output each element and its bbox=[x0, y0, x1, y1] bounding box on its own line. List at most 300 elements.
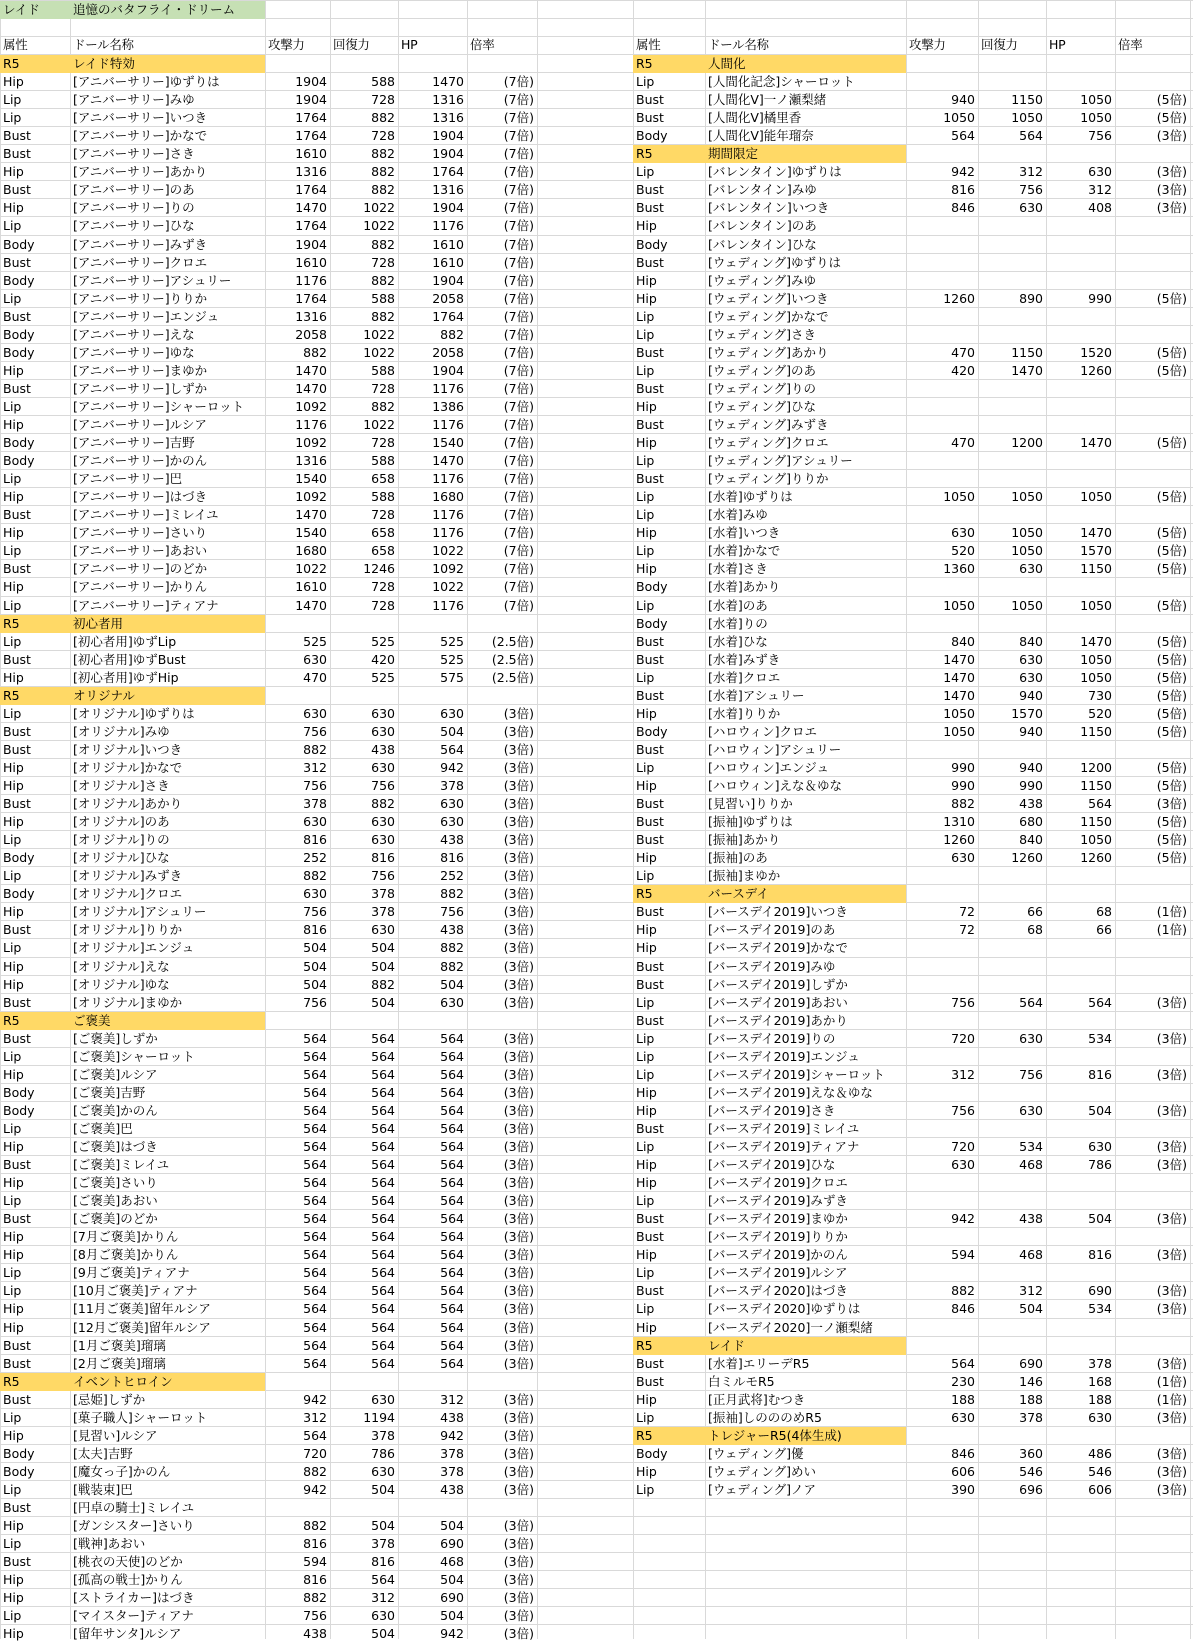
recovery-cell[interactable]: 564 bbox=[371, 1211, 395, 1226]
hp-cell[interactable]: 312 bbox=[1088, 182, 1112, 197]
hp-cell[interactable]: 564 bbox=[440, 1103, 464, 1118]
recovery-cell[interactable]: 756 bbox=[371, 778, 395, 793]
attack-cell[interactable]: 1610 bbox=[295, 146, 327, 161]
hp-cell[interactable]: 66 bbox=[1096, 922, 1112, 937]
attack-cell[interactable] bbox=[906, 380, 978, 398]
hp-cell[interactable]: 990 bbox=[1088, 291, 1112, 306]
doll-name-cell[interactable]: [8月ご褒美]かりん bbox=[73, 1247, 179, 1262]
doll-name-cell[interactable]: [アニバーサリー]吉野 bbox=[73, 435, 195, 450]
attack-cell[interactable]: 564 bbox=[303, 1283, 327, 1298]
attack-cell[interactable]: 1092 bbox=[295, 399, 327, 414]
attack-cell[interactable]: 2058 bbox=[295, 327, 327, 342]
hp-cell[interactable]: 816 bbox=[1088, 1067, 1112, 1082]
hp-cell[interactable]: 2058 bbox=[432, 291, 464, 306]
multiplier-cell[interactable]: (5倍) bbox=[1156, 652, 1187, 667]
attack-cell[interactable]: 470 bbox=[951, 345, 975, 360]
attack-cell[interactable]: 564 bbox=[303, 1085, 327, 1100]
hp-cell[interactable]: 1260 bbox=[1080, 850, 1112, 865]
multiplier-cell[interactable]: (7倍) bbox=[503, 381, 534, 396]
doll-name-cell[interactable]: [忌姫]しずか bbox=[73, 1392, 146, 1407]
hp-cell[interactable]: 564 bbox=[440, 1211, 464, 1226]
attack-cell[interactable]: 990 bbox=[951, 760, 975, 775]
attack-cell[interactable]: 564 bbox=[303, 1175, 327, 1190]
attribute-cell[interactable]: Bust bbox=[636, 688, 664, 703]
hp-cell[interactable]: 564 bbox=[440, 1356, 464, 1371]
hp-cell[interactable]: 564 bbox=[440, 742, 464, 757]
recovery-cell[interactable]: 816 bbox=[371, 850, 395, 865]
doll-name-cell[interactable]: [オリジナル]みずき bbox=[73, 868, 183, 883]
doll-name-cell[interactable]: [初心者用]ゆずHip bbox=[73, 670, 179, 685]
attack-cell[interactable] bbox=[906, 308, 978, 326]
attack-cell[interactable]: 1470 bbox=[295, 363, 327, 378]
attack-cell[interactable]: 1092 bbox=[295, 435, 327, 450]
attack-cell[interactable] bbox=[906, 741, 978, 759]
attribute-cell[interactable]: Body bbox=[3, 1085, 35, 1100]
multiplier-cell[interactable]: (3倍) bbox=[1156, 1301, 1187, 1316]
attack-cell[interactable]: 1540 bbox=[295, 471, 327, 486]
recovery-cell[interactable]: 658 bbox=[371, 525, 395, 540]
doll-name-cell[interactable]: [振袖]ゆずりは bbox=[708, 814, 793, 829]
multiplier-cell[interactable]: (7倍) bbox=[503, 327, 534, 342]
doll-name-cell[interactable]: [アニバーサリー]はづき bbox=[73, 489, 208, 504]
doll-name-cell[interactable]: [ウェディング]りの bbox=[708, 381, 817, 396]
attack-cell[interactable] bbox=[906, 470, 978, 488]
multiplier-cell[interactable]: (3倍) bbox=[503, 1320, 534, 1335]
hp-cell[interactable]: 1050 bbox=[1080, 110, 1112, 125]
multiplier-cell[interactable] bbox=[1115, 1228, 1190, 1246]
attribute-cell[interactable]: Bust bbox=[636, 110, 664, 125]
multiplier-cell[interactable]: (3倍) bbox=[503, 1392, 534, 1407]
hp-cell[interactable]: 1050 bbox=[1080, 832, 1112, 847]
doll-name-cell[interactable]: [アニバーサリー]ひな bbox=[73, 218, 195, 233]
hp-cell[interactable]: 504 bbox=[1088, 1103, 1112, 1118]
attribute-cell[interactable]: Hip bbox=[3, 1428, 24, 1443]
attribute-cell[interactable]: Bust bbox=[3, 1554, 31, 1569]
multiplier-cell[interactable] bbox=[1115, 867, 1190, 885]
doll-name-cell[interactable]: [オリジナル]いつき bbox=[73, 742, 183, 757]
recovery-cell[interactable]: 1022 bbox=[363, 218, 395, 233]
attack-cell[interactable]: 1360 bbox=[943, 561, 975, 576]
column-header-right-3[interactable]: 回復力 bbox=[981, 37, 1018, 52]
attribute-cell[interactable]: Lip bbox=[636, 1301, 655, 1316]
recovery-cell[interactable]: 564 bbox=[371, 1301, 395, 1316]
recovery-cell[interactable]: 564 bbox=[371, 1247, 395, 1262]
section-rarity[interactable]: R5 bbox=[0, 1012, 70, 1030]
doll-name-cell[interactable]: [オリジナル]りの bbox=[73, 832, 170, 847]
multiplier-cell[interactable]: (7倍) bbox=[503, 309, 534, 324]
attribute-cell[interactable]: Bust bbox=[3, 1356, 31, 1371]
doll-name-cell[interactable]: [バースデイ2019]まゆか bbox=[708, 1211, 848, 1226]
multiplier-cell[interactable]: (5倍) bbox=[1156, 345, 1187, 360]
multiplier-cell[interactable]: (5倍) bbox=[1156, 543, 1187, 558]
doll-name-cell[interactable]: [水着]のあ bbox=[708, 598, 768, 613]
doll-name-cell[interactable]: [バースデイ2019]さき bbox=[708, 1103, 836, 1118]
attribute-cell[interactable]: Lip bbox=[636, 1410, 655, 1425]
hp-cell[interactable] bbox=[1046, 1048, 1115, 1066]
multiplier-cell[interactable]: (7倍) bbox=[503, 200, 534, 215]
attack-cell[interactable]: 1050 bbox=[943, 110, 975, 125]
attack-cell[interactable]: 470 bbox=[951, 435, 975, 450]
hp-cell[interactable]: 504 bbox=[440, 1572, 464, 1587]
attack-cell[interactable]: 630 bbox=[951, 1410, 975, 1425]
hp-cell[interactable]: 1610 bbox=[432, 237, 464, 252]
attack-cell[interactable] bbox=[906, 506, 978, 524]
recovery-cell[interactable]: 1050 bbox=[1011, 110, 1043, 125]
hp-cell[interactable]: 882 bbox=[440, 886, 464, 901]
multiplier-cell[interactable]: (3倍) bbox=[503, 1590, 534, 1605]
recovery-cell[interactable]: 882 bbox=[371, 977, 395, 992]
recovery-cell[interactable]: 630 bbox=[371, 814, 395, 829]
attribute-cell[interactable]: Bust bbox=[636, 381, 664, 396]
multiplier-cell[interactable] bbox=[1115, 939, 1190, 957]
hp-cell[interactable]: 564 bbox=[440, 1067, 464, 1082]
hp-cell[interactable] bbox=[1046, 1264, 1115, 1282]
hp-cell[interactable]: 630 bbox=[440, 995, 464, 1010]
doll-name-cell[interactable]: [ご褒美]シャーロット bbox=[73, 1049, 195, 1064]
recovery-cell[interactable]: 1470 bbox=[1011, 363, 1043, 378]
recovery-cell[interactable] bbox=[978, 380, 1046, 398]
attribute-cell[interactable]: Hip bbox=[3, 74, 24, 89]
hp-cell[interactable]: 438 bbox=[440, 1410, 464, 1425]
attack-cell[interactable] bbox=[906, 1120, 978, 1138]
hp-cell[interactable]: 1470 bbox=[1080, 525, 1112, 540]
hp-cell[interactable]: 942 bbox=[440, 760, 464, 775]
doll-name-cell[interactable]: [アニバーサリー]ルシア bbox=[73, 417, 207, 432]
recovery-cell[interactable]: 1022 bbox=[363, 417, 395, 432]
hp-cell[interactable]: 525 bbox=[440, 634, 464, 649]
hp-cell[interactable]: 630 bbox=[1088, 1139, 1112, 1154]
attribute-cell[interactable]: Lip bbox=[3, 1283, 22, 1298]
hp-cell[interactable]: 1470 bbox=[432, 453, 464, 468]
doll-name-cell[interactable]: [ウェディング]ゆずりは bbox=[708, 255, 842, 270]
doll-name-cell[interactable]: [ご褒美]しずか bbox=[73, 1031, 158, 1046]
recovery-cell[interactable]: 756 bbox=[1019, 1067, 1043, 1082]
attack-cell[interactable]: 564 bbox=[303, 1121, 327, 1136]
multiplier-cell[interactable]: (3倍) bbox=[1156, 1482, 1187, 1497]
attack-cell[interactable]: 630 bbox=[303, 652, 327, 667]
attribute-cell[interactable]: Body bbox=[3, 850, 35, 865]
doll-name-cell[interactable]: [バースデイ2019]ティアナ bbox=[708, 1139, 860, 1154]
multiplier-cell[interactable]: (5倍) bbox=[1156, 435, 1187, 450]
attack-cell[interactable]: 630 bbox=[951, 525, 975, 540]
multiplier-cell[interactable]: (3倍) bbox=[503, 760, 534, 775]
hp-cell[interactable]: 1050 bbox=[1080, 670, 1112, 685]
doll-name-cell[interactable]: [オリジナル]まゆか bbox=[73, 995, 183, 1010]
hp-cell[interactable] bbox=[1046, 867, 1115, 885]
doll-name-cell[interactable]: [アニバーサリー]りりか bbox=[73, 291, 208, 306]
recovery-cell[interactable]: 940 bbox=[1019, 724, 1043, 739]
hp-cell[interactable]: 1150 bbox=[1080, 778, 1112, 793]
doll-name-cell[interactable]: [バースデイ2019]あおい bbox=[708, 995, 848, 1010]
multiplier-cell[interactable]: (3倍) bbox=[503, 868, 534, 883]
doll-name-cell[interactable]: [ウェディング]ひな bbox=[708, 399, 817, 414]
recovery-cell[interactable]: 564 bbox=[371, 1175, 395, 1190]
multiplier-cell[interactable] bbox=[1115, 236, 1190, 254]
attribute-cell[interactable]: Hip bbox=[3, 1139, 24, 1154]
doll-name-cell[interactable]: [ウェディング]さき bbox=[708, 327, 817, 342]
attack-cell[interactable]: 504 bbox=[303, 959, 327, 974]
recovery-cell[interactable] bbox=[978, 308, 1046, 326]
hp-cell[interactable] bbox=[1046, 1228, 1115, 1246]
multiplier-cell[interactable]: (3倍) bbox=[503, 1464, 534, 1479]
attribute-cell[interactable]: Bust bbox=[3, 255, 31, 270]
multiplier-cell[interactable]: (3倍) bbox=[1156, 1356, 1187, 1371]
recovery-cell[interactable]: 882 bbox=[371, 182, 395, 197]
hp-cell[interactable]: 1680 bbox=[432, 489, 464, 504]
recovery-cell[interactable] bbox=[978, 1319, 1046, 1337]
recovery-cell[interactable]: 468 bbox=[1019, 1247, 1043, 1262]
attack-cell[interactable] bbox=[906, 236, 978, 254]
title-cell-raid[interactable]: レイド bbox=[0, 1, 70, 19]
hp-cell[interactable]: 816 bbox=[440, 850, 464, 865]
recovery-cell[interactable]: 1022 bbox=[363, 327, 395, 342]
attribute-cell[interactable]: Hip bbox=[636, 435, 657, 450]
attack-cell[interactable]: 882 bbox=[303, 868, 327, 883]
doll-name-cell[interactable]: [水着]ひな bbox=[708, 634, 768, 649]
attack-cell[interactable]: 882 bbox=[303, 1518, 327, 1533]
attribute-cell[interactable]: Bust bbox=[3, 1392, 31, 1407]
attack-cell[interactable] bbox=[906, 452, 978, 470]
attribute-cell[interactable]: Lip bbox=[3, 940, 22, 955]
doll-name-cell[interactable]: [バースデイ2019]クロエ bbox=[708, 1175, 848, 1190]
attack-cell[interactable] bbox=[906, 939, 978, 957]
attack-cell[interactable]: 816 bbox=[951, 182, 975, 197]
attribute-cell[interactable]: Lip bbox=[636, 507, 655, 522]
column-header-right-1[interactable]: ドール名称 bbox=[708, 37, 769, 52]
doll-name-cell[interactable]: [2月ご褒美]瑠璃 bbox=[73, 1356, 166, 1371]
hp-cell[interactable]: 468 bbox=[440, 1554, 464, 1569]
multiplier-cell[interactable] bbox=[1115, 470, 1190, 488]
recovery-cell[interactable]: 728 bbox=[371, 128, 395, 143]
attribute-cell[interactable]: Lip bbox=[636, 1031, 655, 1046]
attribute-cell[interactable]: Body bbox=[3, 273, 35, 288]
recovery-cell[interactable] bbox=[978, 416, 1046, 434]
doll-name-cell[interactable]: [1月ご褒美]瑠璃 bbox=[73, 1338, 166, 1353]
hp-cell[interactable]: 1904 bbox=[432, 128, 464, 143]
doll-name-cell[interactable]: [水着]みゆ bbox=[708, 507, 768, 522]
multiplier-cell[interactable] bbox=[1115, 1012, 1190, 1030]
attribute-cell[interactable]: Bust bbox=[636, 471, 664, 486]
doll-name-cell[interactable]: [アニバーサリー]さいり bbox=[73, 525, 208, 540]
multiplier-cell[interactable]: (5倍) bbox=[1156, 832, 1187, 847]
hp-cell[interactable]: 575 bbox=[440, 670, 464, 685]
section-title[interactable]: 初心者用 bbox=[70, 615, 265, 633]
multiplier-cell[interactable]: (5倍) bbox=[1156, 814, 1187, 829]
multiplier-cell[interactable]: (1倍) bbox=[1156, 1392, 1187, 1407]
attribute-cell[interactable]: Lip bbox=[3, 1410, 22, 1425]
multiplier-cell[interactable]: (3倍) bbox=[503, 977, 534, 992]
attack-cell[interactable]: 606 bbox=[951, 1464, 975, 1479]
attack-cell[interactable]: 1176 bbox=[295, 273, 327, 288]
multiplier-cell[interactable]: (1倍) bbox=[1156, 904, 1187, 919]
recovery-cell[interactable]: 525 bbox=[371, 634, 395, 649]
attribute-cell[interactable]: Bust bbox=[636, 796, 664, 811]
doll-name-cell[interactable]: [ウェディング]みゆ bbox=[708, 273, 817, 288]
attack-cell[interactable]: 882 bbox=[951, 796, 975, 811]
doll-name-cell[interactable]: [アニバーサリー]のどか bbox=[73, 561, 208, 576]
recovery-cell[interactable]: 438 bbox=[371, 742, 395, 757]
recovery-cell[interactable]: 564 bbox=[371, 1085, 395, 1100]
attribute-cell[interactable]: Hip bbox=[3, 814, 24, 829]
multiplier-cell[interactable] bbox=[1115, 73, 1190, 91]
hp-cell[interactable]: 546 bbox=[1088, 1464, 1112, 1479]
multiplier-cell[interactable]: (5倍) bbox=[1156, 850, 1187, 865]
attribute-cell[interactable]: Lip bbox=[3, 598, 22, 613]
attribute-cell[interactable]: Lip bbox=[636, 1193, 655, 1208]
multiplier-cell[interactable]: (7倍) bbox=[503, 525, 534, 540]
hp-cell[interactable]: 1200 bbox=[1080, 760, 1112, 775]
multiplier-cell[interactable] bbox=[1115, 741, 1190, 759]
multiplier-cell[interactable]: (2.5倍) bbox=[491, 652, 534, 667]
hp-cell[interactable]: 1520 bbox=[1080, 345, 1112, 360]
attack-cell[interactable]: 882 bbox=[303, 1590, 327, 1605]
recovery-cell[interactable]: 630 bbox=[1019, 561, 1043, 576]
recovery-cell[interactable] bbox=[978, 506, 1046, 524]
doll-name-cell[interactable]: [アニバーサリー]かのん bbox=[73, 453, 208, 468]
doll-name-cell[interactable]: [アニバーサリー]エンジュ bbox=[73, 309, 220, 324]
doll-name-cell[interactable]: [水着]さき bbox=[708, 561, 768, 576]
attribute-cell[interactable]: Lip bbox=[636, 489, 655, 504]
doll-name-cell[interactable]: [ご褒美]ルシア bbox=[73, 1067, 158, 1082]
doll-name-cell[interactable]: [バースデイ2020]一ノ瀬梨緒 bbox=[708, 1320, 873, 1335]
attack-cell[interactable] bbox=[265, 1499, 330, 1517]
attribute-cell[interactable]: Lip bbox=[636, 1067, 655, 1082]
doll-name-cell[interactable]: [アニバーサリー]ティアナ bbox=[73, 598, 219, 613]
hp-cell[interactable]: 534 bbox=[1088, 1301, 1112, 1316]
recovery-cell[interactable]: 588 bbox=[371, 291, 395, 306]
attack-cell[interactable]: 564 bbox=[303, 1103, 327, 1118]
multiplier-cell[interactable]: (5倍) bbox=[1156, 92, 1187, 107]
hp-cell[interactable]: 756 bbox=[1088, 128, 1112, 143]
doll-name-cell[interactable]: [11月ご褒美]留年ルシア bbox=[73, 1301, 211, 1316]
attack-cell[interactable]: 1050 bbox=[943, 706, 975, 721]
attribute-cell[interactable]: Lip bbox=[636, 868, 655, 883]
hp-cell[interactable] bbox=[1046, 741, 1115, 759]
doll-name-cell[interactable]: [アニバーサリー]かなで bbox=[73, 128, 208, 143]
recovery-cell[interactable]: 525 bbox=[371, 670, 395, 685]
attack-cell[interactable]: 816 bbox=[303, 1572, 327, 1587]
recovery-cell[interactable]: 630 bbox=[371, 724, 395, 739]
recovery-cell[interactable] bbox=[978, 452, 1046, 470]
recovery-cell[interactable]: 504 bbox=[371, 940, 395, 955]
attribute-cell[interactable]: Lip bbox=[636, 760, 655, 775]
hp-cell[interactable] bbox=[1046, 254, 1115, 272]
multiplier-cell[interactable]: (3倍) bbox=[503, 778, 534, 793]
doll-name-cell[interactable]: [振袖]しのののめR5 bbox=[708, 1410, 822, 1425]
hp-cell[interactable]: 1904 bbox=[432, 363, 464, 378]
attribute-cell[interactable]: Hip bbox=[3, 1518, 24, 1533]
hp-cell[interactable]: 252 bbox=[440, 868, 464, 883]
doll-name-cell[interactable]: [バースデイ2019]かなで bbox=[708, 940, 848, 955]
attribute-cell[interactable]: Bust bbox=[636, 1013, 664, 1028]
recovery-cell[interactable]: 438 bbox=[1019, 796, 1043, 811]
attribute-cell[interactable]: Body bbox=[636, 237, 668, 252]
multiplier-cell[interactable] bbox=[1115, 308, 1190, 326]
doll-name-cell[interactable]: [水着]りりか bbox=[708, 706, 781, 721]
attack-cell[interactable]: 1470 bbox=[943, 652, 975, 667]
hp-cell[interactable] bbox=[1046, 1084, 1115, 1102]
recovery-cell[interactable]: 728 bbox=[371, 598, 395, 613]
doll-name-cell[interactable]: [ご褒美]巴 bbox=[73, 1121, 133, 1136]
hp-cell[interactable]: 786 bbox=[1088, 1157, 1112, 1172]
doll-name-cell[interactable]: [アニバーサリー]あおい bbox=[73, 543, 208, 558]
hp-cell[interactable]: 1050 bbox=[1080, 652, 1112, 667]
hp-cell[interactable]: 504 bbox=[440, 1608, 464, 1623]
attribute-cell[interactable]: Lip bbox=[3, 92, 22, 107]
recovery-cell[interactable]: 630 bbox=[371, 1464, 395, 1479]
multiplier-cell[interactable] bbox=[1115, 1048, 1190, 1066]
multiplier-cell[interactable] bbox=[1115, 578, 1190, 596]
hp-cell[interactable]: 1050 bbox=[1080, 92, 1112, 107]
hp-cell[interactable]: 1150 bbox=[1080, 561, 1112, 576]
multiplier-cell[interactable] bbox=[1115, 272, 1190, 290]
recovery-cell[interactable]: 312 bbox=[1019, 164, 1043, 179]
multiplier-cell[interactable] bbox=[1115, 615, 1190, 633]
attribute-cell[interactable]: Lip bbox=[3, 291, 22, 306]
attack-cell[interactable]: 1904 bbox=[295, 237, 327, 252]
hp-cell[interactable]: 504 bbox=[440, 1518, 464, 1533]
hp-cell[interactable]: 438 bbox=[440, 832, 464, 847]
hp-cell[interactable] bbox=[1046, 326, 1115, 344]
doll-name-cell[interactable]: [9月ご褒美]ティアナ bbox=[73, 1265, 190, 1280]
attribute-cell[interactable]: Lip bbox=[3, 1049, 22, 1064]
hp-cell[interactable]: 1176 bbox=[432, 507, 464, 522]
doll-name-cell[interactable]: [ハロウィン]クロエ bbox=[708, 724, 818, 739]
attack-cell[interactable]: 942 bbox=[951, 1211, 975, 1226]
attribute-cell[interactable]: Hip bbox=[3, 959, 24, 974]
recovery-cell[interactable] bbox=[978, 398, 1046, 416]
hp-cell[interactable]: 564 bbox=[440, 1320, 464, 1335]
recovery-cell[interactable]: 588 bbox=[371, 453, 395, 468]
multiplier-cell[interactable]: (3倍) bbox=[1156, 796, 1187, 811]
attack-cell[interactable]: 312 bbox=[303, 1410, 327, 1425]
attribute-cell[interactable]: Body bbox=[3, 453, 35, 468]
multiplier-cell[interactable]: (3倍) bbox=[503, 742, 534, 757]
attribute-cell[interactable]: Lip bbox=[636, 670, 655, 685]
attribute-cell[interactable]: Hip bbox=[3, 1626, 24, 1641]
hp-cell[interactable]: 1176 bbox=[432, 525, 464, 540]
attribute-cell[interactable]: Bust bbox=[636, 977, 664, 992]
attribute-cell[interactable]: Bust bbox=[3, 128, 31, 143]
recovery-cell[interactable]: 728 bbox=[371, 255, 395, 270]
doll-name-cell[interactable]: [振袖]のあ bbox=[708, 850, 768, 865]
multiplier-cell[interactable]: (2.5倍) bbox=[491, 634, 534, 649]
attack-cell[interactable] bbox=[906, 615, 978, 633]
attack-cell[interactable]: 594 bbox=[303, 1554, 327, 1569]
multiplier-cell[interactable]: (3倍) bbox=[503, 1157, 534, 1172]
attack-cell[interactable]: 1610 bbox=[295, 579, 327, 594]
multiplier-cell[interactable]: (7倍) bbox=[503, 561, 534, 576]
hp-cell[interactable]: 564 bbox=[440, 1265, 464, 1280]
hp-cell[interactable]: 504 bbox=[440, 977, 464, 992]
multiplier-cell[interactable]: (7倍) bbox=[503, 435, 534, 450]
hp-cell[interactable]: 504 bbox=[440, 724, 464, 739]
hp-cell[interactable]: 438 bbox=[440, 1482, 464, 1497]
recovery-cell[interactable]: 1200 bbox=[1011, 435, 1043, 450]
hp-cell[interactable]: 1316 bbox=[432, 92, 464, 107]
attribute-cell[interactable]: Hip bbox=[3, 1067, 24, 1082]
attack-cell[interactable]: 72 bbox=[959, 904, 975, 919]
attack-cell[interactable]: 846 bbox=[951, 200, 975, 215]
multiplier-cell[interactable]: (5倍) bbox=[1156, 110, 1187, 125]
attribute-cell[interactable]: Lip bbox=[3, 543, 22, 558]
hp-cell[interactable]: 378 bbox=[440, 778, 464, 793]
doll-name-cell[interactable]: [バースデイ2019]のあ bbox=[708, 922, 836, 937]
attribute-cell[interactable]: Bust bbox=[3, 922, 31, 937]
attack-cell[interactable]: 564 bbox=[303, 1356, 327, 1371]
hp-cell[interactable]: 630 bbox=[440, 814, 464, 829]
doll-name-cell[interactable]: [オリジナル]のあ bbox=[73, 814, 170, 829]
